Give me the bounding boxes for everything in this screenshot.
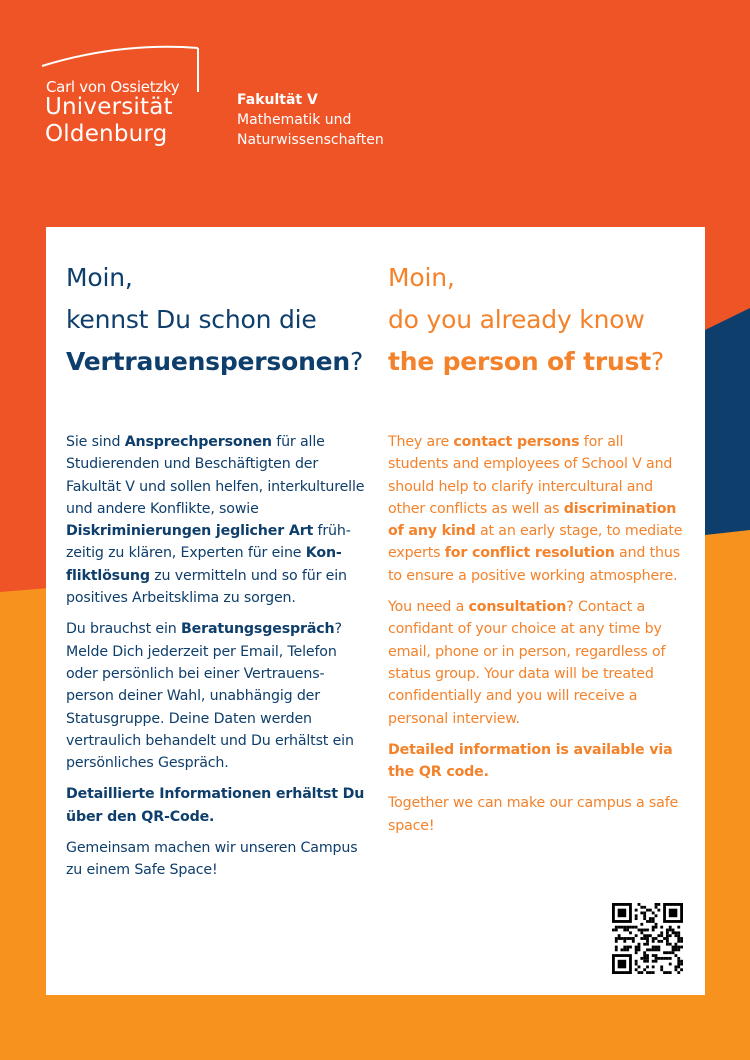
- english-body: [388, 431, 688, 837]
- english-heading: [388, 257, 688, 383]
- content-card: [46, 227, 705, 995]
- german-heading-line3: [66, 341, 366, 383]
- logo-text-line2: Universität: [45, 94, 173, 120]
- german-heading-end: ?: [350, 347, 364, 376]
- university-logo: [40, 40, 210, 160]
- english-paragraph-1: They are contact persons for all students and employees of School V and should help to clarify intercultural and other conflicts as well as discrimination of any kind at an early stage, to mediate experts for conflict resolution and thus to ensure a positive working atmosphere.: [388, 434, 683, 584]
- german-paragraph-3: Detaillierte Informationen erhältst Du über den QR-Code.: [66, 786, 365, 825]
- german-heading-bold: Vertrauenspersonen: [66, 347, 351, 376]
- faculty-line2: Naturwissenschaften: [237, 132, 384, 148]
- german-paragraph-1: Sie sind Ansprechpersonen für alle Studierenden und Beschäftigten der Fakultät V und sollen helfen, interkulturelle und andere Konflikte, sowie Diskriminierungen jeglicher Art frühzeitig zu klären, Experten für eine Konfliktlösung zu vermitteln und so für ein positives Arbeitsklima zu sorgen.: [66, 434, 365, 607]
- english-heading-bold: the person of trust: [388, 347, 652, 376]
- logo-text-line1: Carl von Ossietzky: [46, 78, 180, 96]
- german-heading-line2: kennst Du schon die: [66, 305, 317, 334]
- german-paragraph-2: Du brauchst ein Beratungsgespräch? Melde Dich jederzeit per Email, Telefon oder persönlich bei einer Vertrauensperson deiner Wahl, unabhängig der Statusgruppe. Deine Daten werden vertraulich behandelt und Du erhältst ein persönliches Gespräch.: [66, 621, 354, 772]
- english-column: [388, 257, 688, 846]
- german-heading: [66, 257, 366, 383]
- english-heading-end: ?: [651, 347, 665, 376]
- english-paragraph-4: Together we can make our campus a safe space!: [388, 795, 679, 834]
- english-heading-line3: [388, 341, 688, 383]
- english-heading-line1: Moin,: [388, 263, 455, 292]
- english-paragraph-2: You need a consultation? Contact a confidant of your choice at any time by email, phone or in person, regardless of status group. Your data will be treated confidentially and you will receive a personal interview.: [388, 599, 666, 727]
- english-paragraph-3: Detailed information is available via the QR code.: [388, 741, 673, 781]
- german-heading-line1: Moin,: [66, 263, 133, 292]
- english-heading-line2: do you already know: [388, 305, 645, 334]
- faculty-line1: Mathematik und: [237, 112, 352, 128]
- faculty-label: [237, 90, 384, 150]
- german-column: [66, 257, 366, 891]
- qr-code-icon[interactable]: [612, 903, 683, 974]
- logo-text-line3: Oldenburg: [45, 121, 168, 147]
- german-body: [66, 431, 366, 882]
- faculty-title: Fakultät V: [237, 92, 318, 108]
- german-paragraph-4: Gemeinsam machen wir unseren Campus zu einem Safe Space!: [66, 840, 358, 879]
